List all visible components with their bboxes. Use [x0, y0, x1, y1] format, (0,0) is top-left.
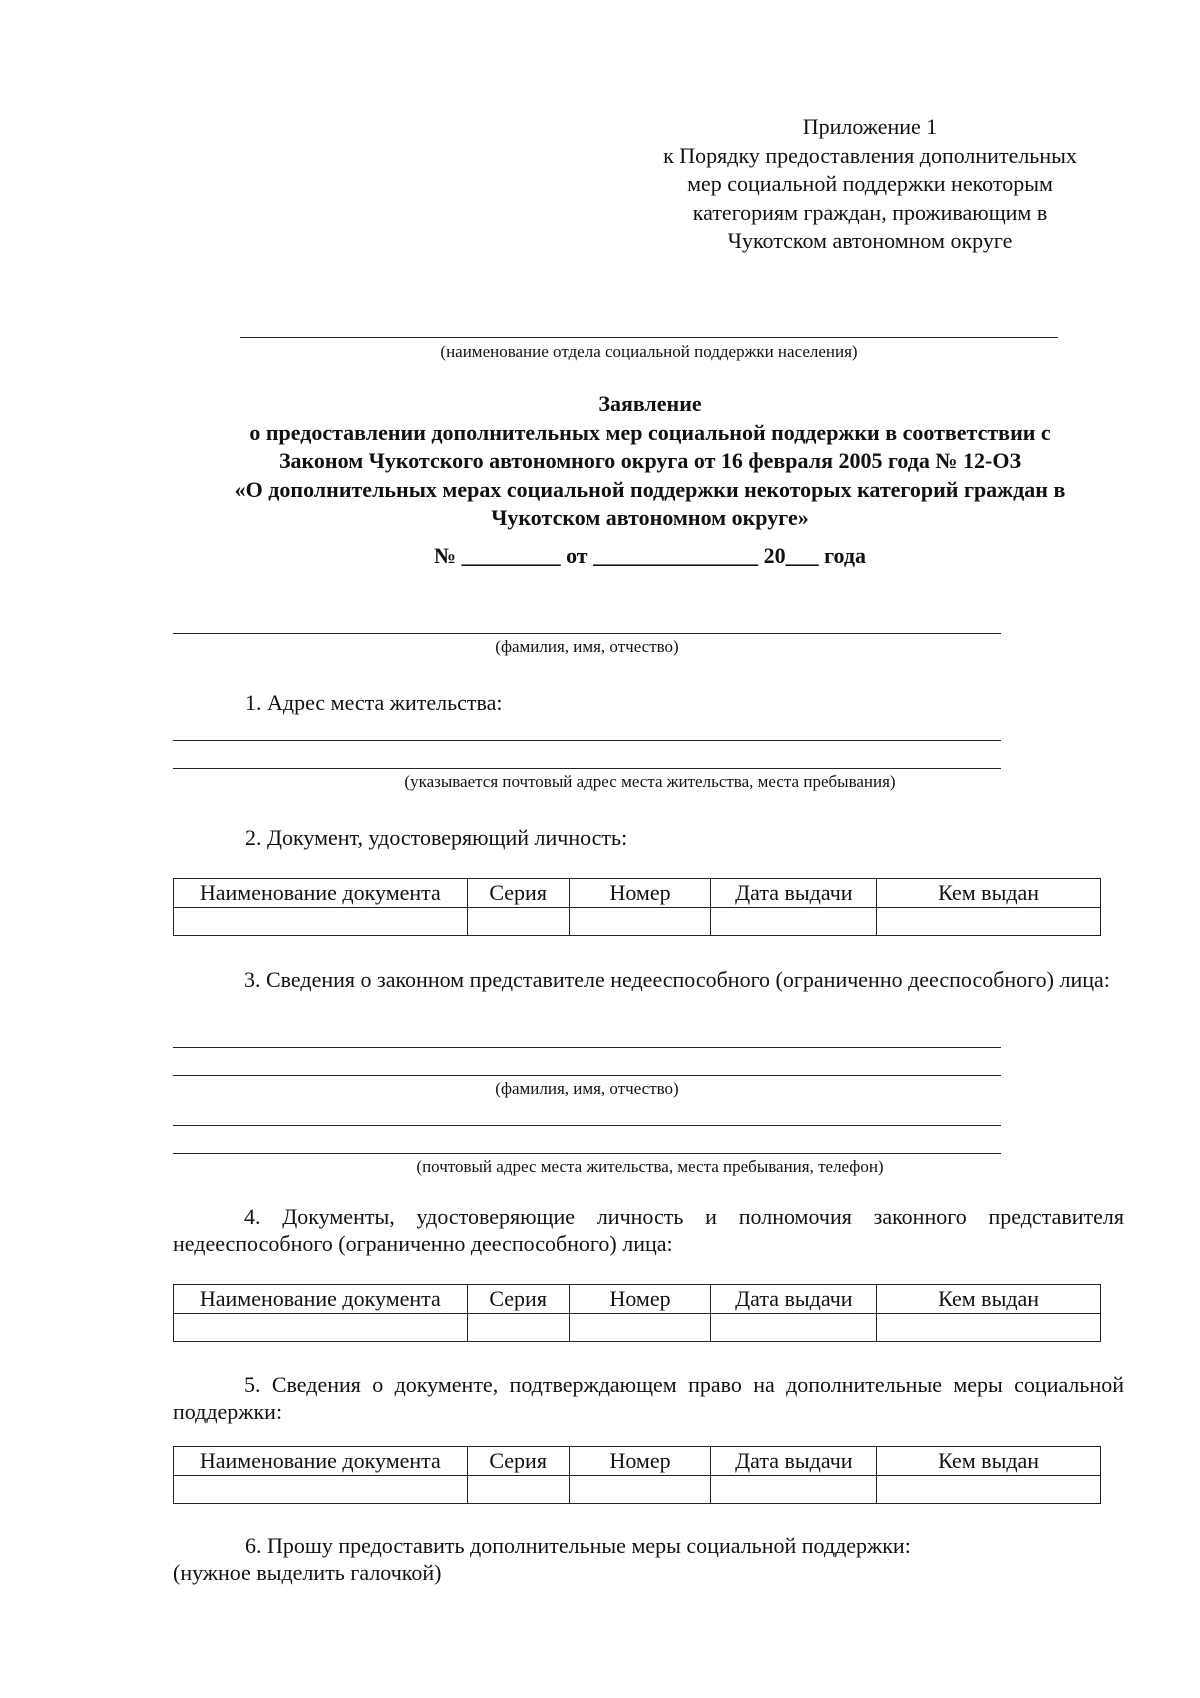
address-line-1[interactable]	[173, 740, 1001, 741]
cell-series[interactable]	[467, 908, 569, 936]
cell-series[interactable]	[467, 1476, 569, 1504]
applicant-name-line[interactable]	[173, 633, 1001, 634]
cell-issue-date[interactable]	[711, 1476, 877, 1504]
col-issued-by: Кем выдан	[877, 879, 1101, 908]
appendix-line: к Порядку предоставления дополнительных	[663, 142, 1077, 168]
col-series: Серия	[467, 1447, 569, 1476]
application-number-line: № _________ от _______________ 20___ года	[433, 543, 867, 568]
col-number: Номер	[569, 1285, 711, 1314]
section5-label: 5. Сведения о документе, подтверждающем право на дополнительные меры социальной поддержки:	[173, 1372, 1124, 1424]
section4-label: 4. Документы, удостоверяющие личность и полномочия законного представителя недееспособного (ограниченно дееспособного) лица:	[173, 1204, 1124, 1256]
document-title	[160, 390, 1140, 533]
section1-caption: (указывается почтовый адрес места жительства, места пребывания)	[404, 772, 896, 791]
section1-label: 1. Адрес места жительства:	[245, 690, 503, 715]
cell-number[interactable]	[569, 1476, 711, 1504]
representative-name-line-1[interactable]	[173, 1047, 1001, 1048]
col-series: Серия	[467, 1285, 569, 1314]
representative-name-line-2[interactable]	[173, 1075, 1001, 1076]
col-issue-date: Дата выдачи	[711, 1285, 877, 1314]
appendix-line: мер социальной поддержки некоторым	[687, 171, 1053, 196]
col-document-name: Наименование документа	[174, 1447, 468, 1476]
cell-issued-by[interactable]	[877, 1314, 1101, 1342]
col-document-name: Наименование документа	[174, 879, 468, 908]
title-line: Чукотском автономном округе»	[491, 505, 809, 530]
department-caption: (наименование отдела социальной поддержки населения)	[440, 342, 858, 361]
title-line: «О дополнительных мерах социальной поддержки некоторых категорий граждан в	[234, 476, 1066, 502]
section3-label: 3. Сведения о законном представителе недееспособного (ограниченно дееспособного) лица:	[244, 967, 1110, 992]
col-number: Номер	[569, 879, 711, 908]
section3-caption-name: (фамилия, имя, отчество)	[495, 1079, 679, 1098]
address-line-2[interactable]	[173, 768, 1001, 769]
appendix-line: Приложение 1	[802, 114, 938, 139]
cell-number[interactable]	[569, 908, 711, 936]
department-field-line[interactable]	[240, 337, 1058, 338]
title-line: о предоставлении дополнительных мер социальной поддержки в соответствии с	[249, 419, 1051, 445]
col-number: Номер	[569, 1447, 711, 1476]
representative-address-line-1[interactable]	[173, 1125, 1001, 1126]
section2-label: 2. Документ, удостоверяющий личность:	[245, 825, 628, 850]
table-row	[174, 1476, 1101, 1504]
representative-address-line-2[interactable]	[173, 1153, 1001, 1154]
representative-document-table	[173, 1284, 1101, 1342]
col-document-name: Наименование документа	[174, 1285, 468, 1314]
col-issued-by: Кем выдан	[877, 1447, 1101, 1476]
appendix-line: категориям граждан, проживающим в	[692, 199, 1048, 225]
table-header-row	[174, 1447, 1101, 1476]
table-row	[174, 908, 1101, 936]
table-header-row	[174, 1285, 1101, 1314]
cell-issued-by[interactable]	[877, 908, 1101, 936]
col-issued-by: Кем выдан	[877, 1285, 1101, 1314]
cell-document-name[interactable]	[174, 1476, 468, 1504]
col-issue-date: Дата выдачи	[711, 879, 877, 908]
cell-document-name[interactable]	[174, 908, 468, 936]
identity-document-table	[173, 878, 1101, 936]
applicant-caption: (фамилия, имя, отчество)	[495, 637, 679, 656]
title-line: Заявление	[598, 391, 702, 416]
cell-issue-date[interactable]	[711, 1314, 877, 1342]
title-line: Законом Чукотского автономного округа от 16 февраля 2005 года № 12-ОЗ	[278, 448, 1022, 473]
table-header-row	[174, 879, 1101, 908]
section3-caption-address: (почтовый адрес места жительства, места пребывания, телефон)	[416, 1157, 884, 1176]
col-series: Серия	[467, 879, 569, 908]
cell-issue-date[interactable]	[711, 908, 877, 936]
entitlement-document-table	[173, 1446, 1101, 1504]
cell-number[interactable]	[569, 1314, 711, 1342]
col-issue-date: Дата выдачи	[711, 1447, 877, 1476]
cell-issued-by[interactable]	[877, 1476, 1101, 1504]
cell-document-name[interactable]	[174, 1314, 468, 1342]
table-row	[174, 1314, 1101, 1342]
section6-note: (нужное выделить галочкой)	[173, 1560, 442, 1585]
appendix-header	[620, 113, 1120, 256]
appendix-line: Чукотском автономном округе	[727, 228, 1013, 253]
section6-label: 6. Прошу предоставить дополнительные меры социальной поддержки:	[245, 1533, 911, 1558]
cell-series[interactable]	[467, 1314, 569, 1342]
